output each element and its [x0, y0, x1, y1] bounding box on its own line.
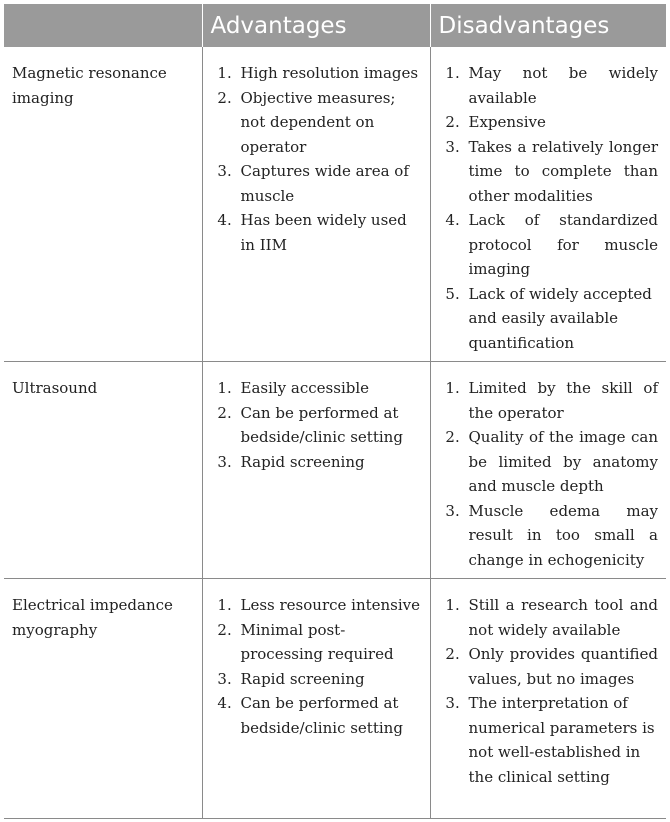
list-item: 1. High resolution images	[237, 61, 422, 86]
list-item: 1. Less resource intensive	[237, 593, 422, 618]
list-item: 4. Has been widely used in IIM	[237, 208, 422, 257]
list-item: 3. Rapid screening	[237, 450, 422, 475]
table-row-eim	[4, 579, 666, 819]
disadvantages-cell	[430, 579, 666, 819]
disadvantages-cell	[430, 362, 666, 579]
list-item: 2. Can be performed at bedside/clinic setting	[237, 401, 422, 450]
header-disadvantages: Disadvantages	[430, 4, 666, 47]
modality-label: Ultrasound	[12, 379, 98, 397]
list-item: 2. Only provides quantified values, but no images	[465, 642, 659, 691]
list-item: 2. Quality of the image can be limited by anatomy and muscle depth	[465, 425, 659, 499]
header-advantages: Advantages	[202, 4, 430, 47]
modality-cell	[4, 362, 202, 579]
list-item: 3. Muscle edema may result in too small a change in echogenicity	[465, 499, 659, 573]
list-item: 1. May not be widely available	[465, 61, 659, 110]
list-item: 3. Rapid screening	[237, 667, 422, 692]
header-row	[4, 4, 666, 47]
advantages-list	[211, 593, 422, 740]
table-row-ultrasound	[4, 362, 666, 579]
list-item: 4. Can be performed at bedside/clinic setting	[237, 691, 422, 740]
header-modality	[4, 4, 202, 47]
modality-cell	[4, 47, 202, 362]
list-item: 3. Captures wide area of muscle	[237, 159, 422, 208]
disadvantages-list	[439, 376, 659, 572]
list-item: 1. Limited by the skill of the operator	[465, 376, 659, 425]
list-item: 1. Still a research tool and not widely available	[465, 593, 659, 642]
list-item: 1. Easily accessible	[237, 376, 422, 401]
advantages-list	[211, 376, 422, 474]
disadvantages-list	[439, 593, 659, 789]
list-item: 3. The interpretation of numerical parameters is not well-established in the clinical setting	[465, 691, 659, 789]
table-row-mri	[4, 47, 666, 362]
list-item: 2. Expensive	[465, 110, 659, 135]
advantages-cell	[202, 362, 430, 579]
list-item: 5. Lack of widely accepted and easily available quantification	[465, 282, 659, 356]
list-item: 3. Takes a relatively longer time to complete than other modalities	[465, 135, 659, 209]
advantages-list	[211, 61, 422, 257]
modality-cell	[4, 579, 202, 819]
list-item: 4. Lack of standardized protocol for muscle imaging	[465, 208, 659, 282]
disadvantages-list	[439, 61, 659, 355]
modality-label: Electrical impedance myography	[12, 596, 173, 639]
advantages-cell	[202, 47, 430, 362]
list-item: 2. Objective measures; not dependent on operator	[237, 86, 422, 160]
advantages-cell	[202, 579, 430, 819]
comparison-table	[4, 4, 666, 819]
list-item: 2. Minimal post-processing required	[237, 618, 422, 667]
modality-label: Magnetic resonance imaging	[12, 64, 167, 107]
disadvantages-cell	[430, 47, 666, 362]
